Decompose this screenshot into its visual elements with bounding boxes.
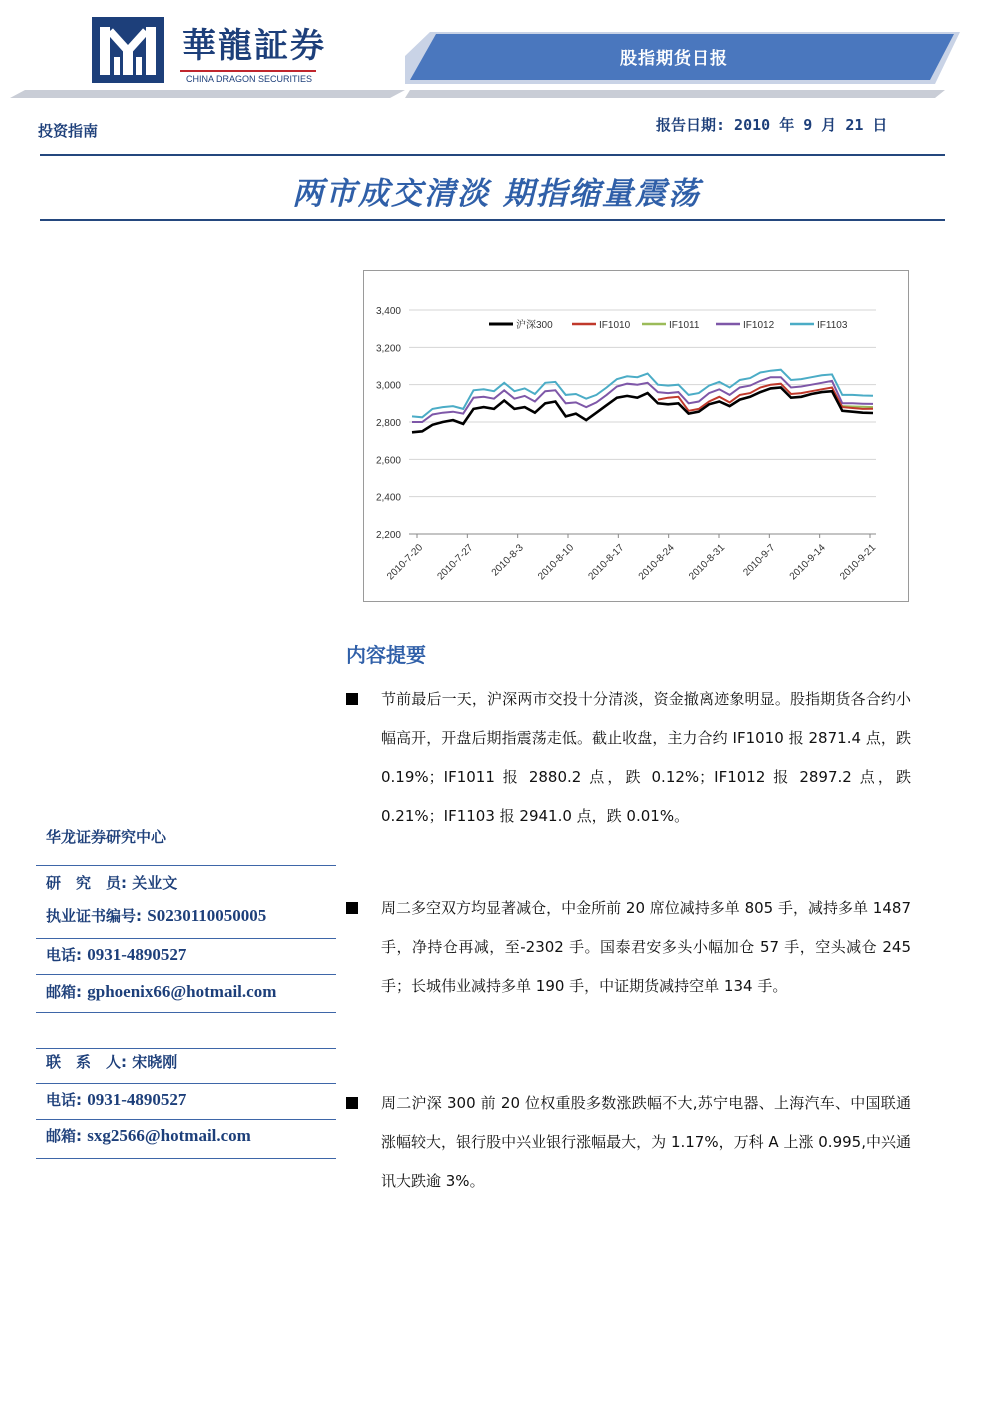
sidebar-divider — [36, 1012, 336, 1013]
y-tick-label: 2,800 — [375, 418, 401, 429]
section-tag: 投资指南 — [38, 122, 99, 140]
phone2-label: 电话: — [46, 1091, 82, 1109]
page-title: 两市成交清淡 期指缩量震荡 — [292, 176, 701, 212]
x-tick-label: 2010-8-31 — [687, 542, 728, 583]
bullet-icon — [346, 1097, 358, 1109]
y-tick-label: 3,400 — [375, 306, 401, 317]
contact-row — [46, 1051, 177, 1072]
series-line-if1012 — [412, 377, 873, 422]
price-chart — [363, 270, 909, 602]
email2-row — [46, 1125, 251, 1146]
x-tick-label: 2010-8-10 — [536, 542, 577, 583]
summary-paragraph: 周二多空双方均显著减仓，中金所前 20 席位减持多单 805 手，减持多单 1487 手，净持仓再减，至-2302 手。国泰君安多头小幅加仓 57 手，空头减仓 245 手；长城伟业减持多单 190 手，中证期货减持空单 134 手。 — [381, 899, 911, 995]
summary-paragraph: 周二沪深 300 前 20 位权重股多数涨跌幅不大,苏宁电器、上海汽车、中国联通涨幅较大，银行股中兴业银行涨幅最大，为 1.17%，万科 A 上涨 0.995,中兴通讯大跌逾 3%。 — [381, 1094, 911, 1190]
legend-label: IF1010 — [599, 320, 631, 331]
sidebar-divider — [36, 1119, 336, 1120]
x-tick-label: 2010-8-24 — [636, 542, 677, 583]
sidebar-divider — [36, 974, 336, 975]
report-date: 报告日期: 2010 年 9 月 21 日 — [656, 116, 888, 134]
phone2-row — [46, 1089, 186, 1110]
email-label: 邮箱: — [46, 983, 82, 1001]
contact-name: 宋晓刚 — [132, 1053, 178, 1071]
price-chart-svg — [364, 271, 910, 603]
x-tick-label: 2010-8-3 — [489, 542, 526, 579]
email-link[interactable]: gphoenix66@hotmail.com — [87, 982, 277, 1001]
phone-row — [46, 944, 186, 965]
phone2-value: 0931-4890527 — [87, 1090, 187, 1109]
bullet-icon — [346, 902, 358, 914]
y-tick-label: 3,200 — [375, 343, 401, 355]
cert-value: S0230110050005 — [147, 906, 267, 925]
y-tick-label: 2,200 — [375, 530, 401, 541]
legend-label: IF1103 — [817, 320, 848, 331]
sidebar-divider — [36, 1083, 336, 1084]
sidebar-divider — [36, 938, 336, 939]
research-center: 华龙证券研究中心 — [46, 828, 167, 846]
x-tick-label: 2010-7-20 — [385, 542, 426, 583]
bullet-icon — [346, 693, 358, 705]
x-tick-label: 2010-9-7 — [741, 542, 778, 579]
legend-label: IF1011 — [669, 320, 700, 331]
headline-top-rule — [40, 154, 945, 156]
phone-label: 电话: — [46, 946, 82, 964]
legend-label: 沪深300 — [516, 320, 553, 331]
sidebar-divider — [36, 865, 336, 866]
banner-title: 股指期货日报 — [620, 49, 728, 69]
analyst-row — [46, 872, 177, 893]
y-tick-label: 3,000 — [375, 380, 401, 392]
summary-paragraph: 节前最后一天，沪深两市交投十分清淡，资金撤离迹象明显。股指期货各合约小幅高开，开盘后期指震荡走低。截止收盘，主力合约 IF1010 报 2871.4 点，跌 0.19%；IF1011 报 2880.2 点，跌 0.12%；IF1012 报 2897.2 点，跌 0.21%；IF1103 报 2941.0 点，跌 0.01%。 — [381, 690, 911, 825]
x-tick-label: 2010-9-21 — [838, 542, 879, 583]
x-tick-label: 2010-8-17 — [586, 542, 627, 583]
contact-label: 联 系 人: — [46, 1053, 127, 1071]
email2-label: 邮箱: — [46, 1127, 82, 1145]
y-tick-label: 2,600 — [375, 455, 401, 467]
email-row — [46, 981, 276, 1002]
summary-title: 内容提要 — [346, 643, 426, 667]
sidebar-divider — [36, 1048, 336, 1049]
logo-divider — [180, 70, 316, 72]
company-name-cn: 華龍証券 — [182, 26, 326, 66]
phone-value: 0931-4890527 — [87, 945, 187, 964]
email2-link[interactable]: sxg2566@hotmail.com — [87, 1126, 251, 1145]
headline-bottom-rule — [40, 219, 945, 221]
company-logo-icon — [92, 17, 164, 83]
legend-label: IF1012 — [743, 320, 775, 331]
cert-label: 执业证书编号: — [46, 907, 142, 925]
cert-row — [46, 905, 266, 926]
x-tick-label: 2010-7-27 — [435, 542, 476, 583]
series-line-hs300 — [412, 388, 873, 433]
company-name-en: CHINA DRAGON SECURITIES — [186, 74, 313, 84]
x-tick-label: 2010-9-14 — [787, 542, 828, 583]
analyst-name: 关业文 — [132, 874, 178, 892]
sidebar-divider — [36, 1158, 336, 1159]
y-tick-label: 2,400 — [375, 492, 401, 504]
analyst-label: 研 究 员: — [46, 874, 127, 892]
